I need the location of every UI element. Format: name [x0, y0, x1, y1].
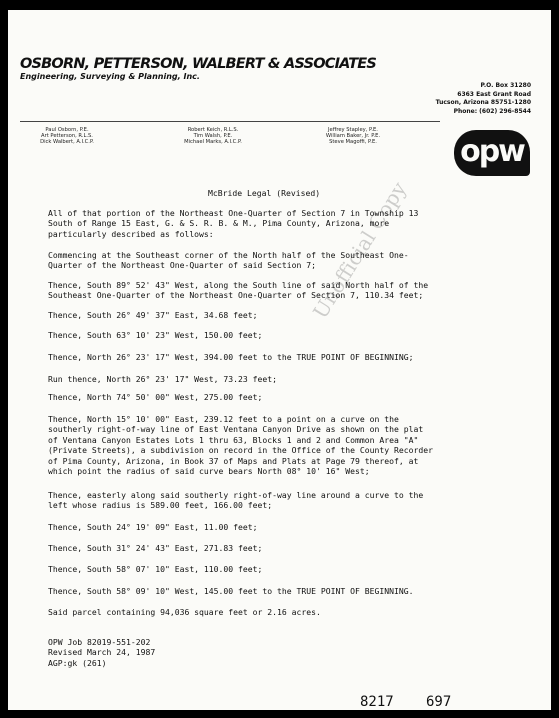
address-line: P.O. Box 31280 — [480, 82, 531, 89]
staff-name: Art Petterson, R.L.S. — [41, 132, 93, 139]
legal-paragraph: Thence, South 58° 09' 10" West, 145.00 feet to the TRUE POINT OF BEGINNING. — [48, 586, 414, 596]
staff-name: Steve Magoffi, P.E. — [329, 138, 377, 145]
legal-paragraph: Thence, North 26° 23' 17" West, 394.00 feet to the TRUE POINT OF BEGINNING; — [48, 352, 414, 362]
document-page — [8, 10, 551, 710]
document-title: McBride Legal (Revised) — [208, 188, 321, 198]
legal-paragraph: Thence, North 74° 50' 00" West, 275.00 feet; — [48, 392, 263, 402]
staff-name: Paul Osborn, P.E. — [45, 127, 89, 133]
staff-name: Michael Marks, A.I.C.P. — [184, 138, 242, 145]
staff-name: Jeffrey Stapley, P.E. — [328, 127, 378, 133]
legal-paragraph: Commencing at the Southeast corner of the North half of the Southeast One- Quarter of the Northeast One-Quarter of said Section 7; — [48, 250, 409, 271]
staff-column-3 — [303, 128, 403, 145]
firm-name: OSBORN, PETTERSON, WALBERT & ASSOCIATES — [20, 56, 377, 72]
legal-paragraph: Thence, South 26° 49' 37" East, 34.68 feet; — [48, 310, 258, 320]
legal-paragraph: Thence, South 89° 52' 43" West, along the South line of said North half of the Southeast One-Quarter of the Northeast One-Quarter of Section 7, 110.34 feet; — [48, 280, 429, 301]
firm-tagline: Engineering, Surveying & Planning, Inc. — [20, 72, 200, 81]
opw-logo: opw — [454, 130, 530, 176]
address-line: 6363 East Grant Road — [457, 90, 531, 98]
unofficial-copy-watermark: Unofficial Copy — [308, 177, 412, 323]
staff-column-2 — [168, 128, 258, 145]
legal-paragraph: Thence, South 24° 19' 09" East, 11.00 feet; — [48, 522, 258, 532]
staff-name: Robert Keich, R.L.S. — [187, 127, 239, 133]
address-line: Phone: (602) 296-8544 — [453, 107, 531, 115]
recording-page-number: 697 — [426, 694, 452, 710]
legal-paragraph: Thence, South 58° 07' 10" East, 110.00 feet; — [48, 564, 263, 574]
recording-docket-number: 8217 — [360, 694, 394, 710]
legal-paragraph: Thence, South 31° 24' 43" East, 271.83 feet; — [48, 543, 263, 553]
staff-name: Dick Walbert, A.I.C.P. — [40, 138, 94, 145]
legal-paragraph: All of that portion of the Northeast One-Quarter of Section 7 in Township 13 South of Range 15 East, G. & S. R. B. & M., Pima County, Arizona, more particularly described as follows: — [48, 208, 419, 239]
legal-paragraph: Thence, North 15° 10' 00" East, 239.12 feet to a point on a curve on the southerly right-of-way line of East Ventana Canyon Drive as shown on the plat of Ventana Canyon Estates Lots 1 thru 63, Blocks 1 and 2 and Common Area "A" (Private Streets), a subdivision on record in the Office of the County Recorder of Pima County, Arizona, in Book 37 of Maps and Plats at Page 79 thereof, at which point the radius of said curve bears North 08° 10' 16" West; — [48, 414, 433, 477]
staff-column-1 — [22, 128, 112, 145]
letterhead-divider — [20, 121, 440, 122]
legal-paragraph: Thence, easterly along said southerly right-of-way line around a curve to the left whose radius is 589.00 feet, 166.00 feet; — [48, 490, 424, 511]
address-line: Tucson, Arizona 85751-1280 — [435, 99, 531, 106]
staff-name: Tim Walsh, P.E. — [193, 132, 233, 139]
staff-name: William Baker, Jr. P.E. — [325, 132, 381, 139]
firm-address — [436, 82, 531, 116]
legal-paragraph: Run thence, North 26° 23' 17" West, 73.23 feet; — [48, 374, 278, 384]
job-reference-footer: OPW Job 82019-551-202 Revised March 24, 1987 AGP:gk (261) — [48, 637, 156, 668]
legal-paragraph: Thence, South 63° 10' 23" West, 150.00 feet; — [48, 330, 263, 340]
legal-paragraph: Said parcel containing 94,036 square feet or 2.16 acres. — [48, 607, 321, 617]
